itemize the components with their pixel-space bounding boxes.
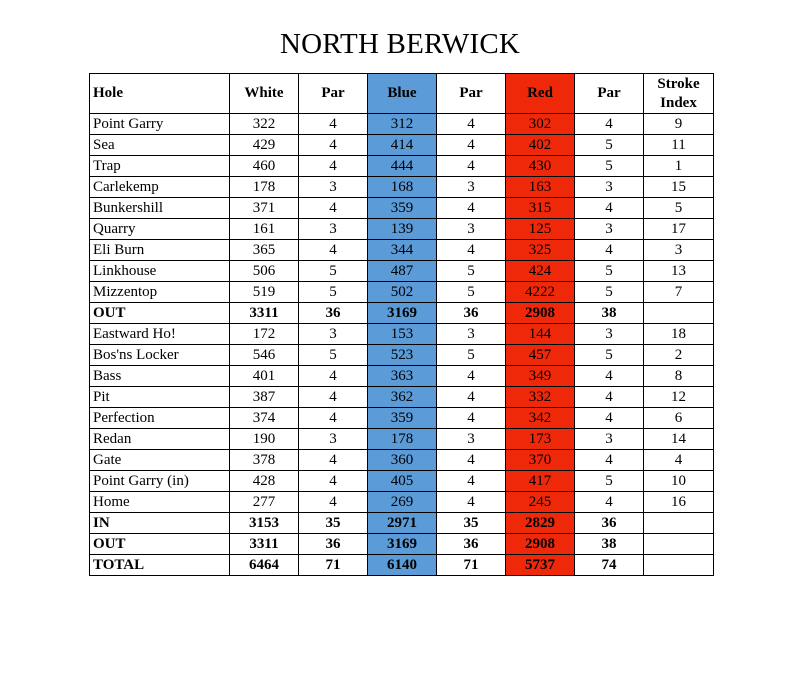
cell-white: 374 [230, 408, 299, 429]
cell-par-red: 5 [575, 156, 644, 177]
cell-hole: Sea [90, 135, 230, 156]
cell-par-red: 74 [575, 555, 644, 576]
total-row [90, 555, 714, 576]
cell-hole: Perfection [90, 408, 230, 429]
cell-red: 417 [506, 471, 575, 492]
cell-hole: Bos'ns Locker [90, 345, 230, 366]
cell-stroke-index [644, 303, 714, 324]
cell-white: 3153 [230, 513, 299, 534]
cell-hole: Gate [90, 450, 230, 471]
cell-par-red: 4 [575, 387, 644, 408]
cell-red: 2829 [506, 513, 575, 534]
cell-par-white: 4 [299, 408, 368, 429]
cell-par-red: 4 [575, 408, 644, 429]
cell-blue: 359 [368, 408, 437, 429]
cell-par-blue: 3 [437, 324, 506, 345]
cell-white: 161 [230, 219, 299, 240]
cell-red: 457 [506, 345, 575, 366]
table-row [90, 114, 714, 135]
cell-par-white: 4 [299, 114, 368, 135]
cell-hole: IN [90, 513, 230, 534]
cell-par-red: 4 [575, 198, 644, 219]
cell-par-white: 5 [299, 282, 368, 303]
cell-white: 506 [230, 261, 299, 282]
table-row [90, 450, 714, 471]
cell-red: 2908 [506, 303, 575, 324]
cell-hole: Bunkershill [90, 198, 230, 219]
cell-white: 387 [230, 387, 299, 408]
cell-stroke-index: 1 [644, 156, 714, 177]
cell-hole: Carlekemp [90, 177, 230, 198]
cell-stroke-index [644, 534, 714, 555]
cell-par-white: 4 [299, 387, 368, 408]
cell-hole: Eli Burn [90, 240, 230, 261]
cell-blue: 414 [368, 135, 437, 156]
table-row [90, 471, 714, 492]
table-row [90, 324, 714, 345]
table-row [90, 345, 714, 366]
cell-hole: Quarry [90, 219, 230, 240]
table-row [90, 156, 714, 177]
cell-red: 163 [506, 177, 575, 198]
cell-par-blue: 35 [437, 513, 506, 534]
header-blue: Blue [368, 74, 437, 114]
cell-par-blue: 71 [437, 555, 506, 576]
cell-blue: 178 [368, 429, 437, 450]
cell-red: 349 [506, 366, 575, 387]
cell-par-red: 3 [575, 177, 644, 198]
cell-par-red: 5 [575, 282, 644, 303]
cell-par-white: 71 [299, 555, 368, 576]
header-white: White [230, 74, 299, 114]
cell-par-blue: 5 [437, 261, 506, 282]
table-row [90, 135, 714, 156]
cell-par-blue: 4 [437, 387, 506, 408]
cell-stroke-index: 3 [644, 240, 714, 261]
cell-par-white: 3 [299, 324, 368, 345]
cell-par-white: 3 [299, 429, 368, 450]
cell-par-red: 5 [575, 135, 644, 156]
cell-white: 429 [230, 135, 299, 156]
cell-par-red: 3 [575, 429, 644, 450]
cell-white: 178 [230, 177, 299, 198]
table-row [90, 219, 714, 240]
table-row [90, 366, 714, 387]
cell-blue: 523 [368, 345, 437, 366]
cell-par-blue: 3 [437, 429, 506, 450]
header-par-white: Par [299, 74, 368, 114]
cell-par-red: 36 [575, 513, 644, 534]
cell-stroke-index: 14 [644, 429, 714, 450]
total-row [90, 513, 714, 534]
cell-blue: 502 [368, 282, 437, 303]
cell-white: 378 [230, 450, 299, 471]
cell-red: 325 [506, 240, 575, 261]
cell-red: 4222 [506, 282, 575, 303]
cell-white: 371 [230, 198, 299, 219]
cell-par-white: 5 [299, 345, 368, 366]
cell-red: 315 [506, 198, 575, 219]
cell-blue: 362 [368, 387, 437, 408]
cell-red: 173 [506, 429, 575, 450]
cell-par-red: 4 [575, 450, 644, 471]
cell-par-blue: 4 [437, 198, 506, 219]
cell-stroke-index: 10 [644, 471, 714, 492]
cell-par-blue: 4 [437, 471, 506, 492]
scorecard-table [89, 73, 714, 576]
cell-white: 3311 [230, 303, 299, 324]
cell-par-red: 5 [575, 261, 644, 282]
cell-white: 172 [230, 324, 299, 345]
header-stroke-index [644, 74, 714, 114]
cell-par-blue: 4 [437, 135, 506, 156]
cell-stroke-index: 8 [644, 366, 714, 387]
cell-white: 365 [230, 240, 299, 261]
cell-stroke-index: 13 [644, 261, 714, 282]
cell-par-white: 4 [299, 156, 368, 177]
cell-blue: 344 [368, 240, 437, 261]
cell-blue: 487 [368, 261, 437, 282]
cell-blue: 312 [368, 114, 437, 135]
cell-par-white: 5 [299, 261, 368, 282]
cell-white: 3311 [230, 534, 299, 555]
cell-blue: 363 [368, 366, 437, 387]
cell-par-white: 3 [299, 177, 368, 198]
cell-blue: 444 [368, 156, 437, 177]
cell-blue: 153 [368, 324, 437, 345]
cell-hole: Redan [90, 429, 230, 450]
cell-blue: 269 [368, 492, 437, 513]
cell-blue: 139 [368, 219, 437, 240]
cell-par-blue: 36 [437, 303, 506, 324]
header-row [90, 74, 714, 114]
cell-hole: Point Garry (in) [90, 471, 230, 492]
cell-white: 277 [230, 492, 299, 513]
cell-par-red: 4 [575, 240, 644, 261]
cell-par-white: 3 [299, 219, 368, 240]
cell-par-blue: 4 [437, 408, 506, 429]
cell-red: 245 [506, 492, 575, 513]
cell-stroke-index: 2 [644, 345, 714, 366]
total-row [90, 534, 714, 555]
cell-white: 428 [230, 471, 299, 492]
cell-white: 401 [230, 366, 299, 387]
cell-hole: Home [90, 492, 230, 513]
cell-red: 342 [506, 408, 575, 429]
table-row [90, 387, 714, 408]
cell-par-white: 35 [299, 513, 368, 534]
header-hole: Hole [90, 74, 230, 114]
cell-red: 402 [506, 135, 575, 156]
cell-par-red: 3 [575, 324, 644, 345]
cell-par-white: 36 [299, 534, 368, 555]
cell-stroke-index: 11 [644, 135, 714, 156]
cell-par-red: 4 [575, 114, 644, 135]
cell-red: 302 [506, 114, 575, 135]
cell-hole: Trap [90, 156, 230, 177]
cell-stroke-index: 5 [644, 198, 714, 219]
cell-white: 519 [230, 282, 299, 303]
cell-blue: 6140 [368, 555, 437, 576]
cell-blue: 359 [368, 198, 437, 219]
table-row [90, 492, 714, 513]
table-row [90, 198, 714, 219]
cell-stroke-index: 9 [644, 114, 714, 135]
cell-stroke-index: 4 [644, 450, 714, 471]
cell-stroke-index: 6 [644, 408, 714, 429]
cell-par-blue: 5 [437, 345, 506, 366]
cell-blue: 3169 [368, 303, 437, 324]
cell-hole: OUT [90, 534, 230, 555]
cell-blue: 405 [368, 471, 437, 492]
cell-white: 190 [230, 429, 299, 450]
cell-hole: Mizzentop [90, 282, 230, 303]
cell-par-white: 4 [299, 450, 368, 471]
cell-stroke-index: 12 [644, 387, 714, 408]
cell-par-white: 4 [299, 492, 368, 513]
cell-red: 332 [506, 387, 575, 408]
cell-par-blue: 4 [437, 156, 506, 177]
cell-red: 430 [506, 156, 575, 177]
page-title: NORTH BERWICK [279, 28, 521, 60]
cell-par-white: 4 [299, 135, 368, 156]
cell-red: 5737 [506, 555, 575, 576]
cell-stroke-index: 17 [644, 219, 714, 240]
cell-par-white: 4 [299, 198, 368, 219]
cell-hole: Eastward Ho! [90, 324, 230, 345]
table-row [90, 429, 714, 450]
cell-red: 424 [506, 261, 575, 282]
cell-white: 546 [230, 345, 299, 366]
cell-par-red: 4 [575, 492, 644, 513]
table-row [90, 408, 714, 429]
cell-blue: 168 [368, 177, 437, 198]
cell-par-blue: 5 [437, 282, 506, 303]
cell-hole: OUT [90, 303, 230, 324]
cell-red: 2908 [506, 534, 575, 555]
cell-white: 6464 [230, 555, 299, 576]
cell-hole: Pit [90, 387, 230, 408]
table-row [90, 282, 714, 303]
cell-stroke-index [644, 513, 714, 534]
cell-par-blue: 36 [437, 534, 506, 555]
cell-par-blue: 4 [437, 492, 506, 513]
cell-par-red: 5 [575, 471, 644, 492]
cell-par-blue: 4 [437, 240, 506, 261]
header-stroke-index-line2: Index [660, 94, 697, 111]
cell-white: 460 [230, 156, 299, 177]
cell-blue: 3169 [368, 534, 437, 555]
cell-red: 125 [506, 219, 575, 240]
cell-hole: TOTAL [90, 555, 230, 576]
table-row [90, 261, 714, 282]
cell-stroke-index: 18 [644, 324, 714, 345]
cell-par-red: 3 [575, 219, 644, 240]
cell-par-blue: 3 [437, 219, 506, 240]
cell-hole: Linkhouse [90, 261, 230, 282]
cell-red: 370 [506, 450, 575, 471]
table-row [90, 177, 714, 198]
cell-par-blue: 3 [437, 177, 506, 198]
cell-blue: 2971 [368, 513, 437, 534]
cell-par-blue: 4 [437, 114, 506, 135]
header-par-blue: Par [437, 74, 506, 114]
cell-white: 322 [230, 114, 299, 135]
header-par-red: Par [575, 74, 644, 114]
header-stroke-index-line1: Stroke [657, 75, 700, 92]
table-row [90, 240, 714, 261]
cell-stroke-index: 7 [644, 282, 714, 303]
cell-stroke-index: 16 [644, 492, 714, 513]
cell-par-red: 38 [575, 303, 644, 324]
cell-par-red: 5 [575, 345, 644, 366]
cell-par-white: 4 [299, 240, 368, 261]
total-row [90, 303, 714, 324]
header-red: Red [506, 74, 575, 114]
cell-par-white: 36 [299, 303, 368, 324]
cell-blue: 360 [368, 450, 437, 471]
cell-par-red: 4 [575, 366, 644, 387]
cell-par-white: 4 [299, 471, 368, 492]
cell-stroke-index: 15 [644, 177, 714, 198]
cell-hole: Point Garry [90, 114, 230, 135]
cell-par-blue: 4 [437, 450, 506, 471]
cell-stroke-index [644, 555, 714, 576]
cell-par-white: 4 [299, 366, 368, 387]
cell-par-blue: 4 [437, 366, 506, 387]
cell-red: 144 [506, 324, 575, 345]
cell-par-red: 38 [575, 534, 644, 555]
cell-hole: Bass [90, 366, 230, 387]
